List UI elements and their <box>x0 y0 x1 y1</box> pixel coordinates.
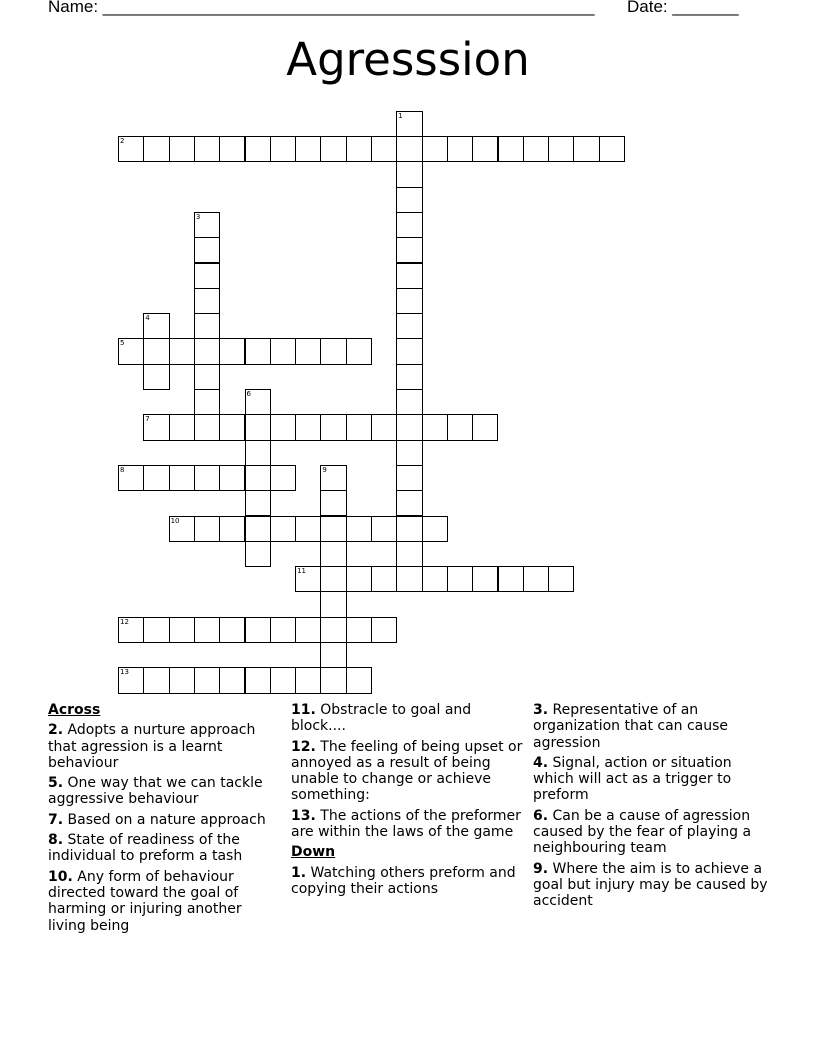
grid-cell[interactable] <box>396 313 422 339</box>
clue-number: 8. <box>48 832 64 849</box>
grid-cell[interactable] <box>295 338 321 364</box>
grid-cell[interactable] <box>498 136 524 162</box>
grid-cell[interactable] <box>573 136 599 162</box>
grid-cell[interactable] <box>472 136 498 162</box>
clue-text: Where the aim is to achieve a goal but injury may be caused by accident <box>533 860 768 910</box>
cell-number: 8 <box>120 465 125 474</box>
grid-cell[interactable] <box>143 313 169 339</box>
grid-cell[interactable] <box>320 490 346 516</box>
grid-cell[interactable] <box>295 516 321 542</box>
clue-across-5 <box>48 775 268 808</box>
grid-cell[interactable] <box>498 566 524 592</box>
grid-cell[interactable] <box>194 288 220 314</box>
clue-down-6 <box>533 808 771 857</box>
clue-down-9 <box>533 861 771 910</box>
grid-cell[interactable] <box>447 414 473 440</box>
grid-cell[interactable] <box>270 617 296 643</box>
grid-cell[interactable] <box>194 389 220 415</box>
grid-cell[interactable] <box>396 414 422 440</box>
grid-cell[interactable] <box>447 566 473 592</box>
grid-cell[interactable] <box>346 516 372 542</box>
grid-cell[interactable] <box>396 111 422 137</box>
grid-cell[interactable] <box>270 465 296 491</box>
cell-number: 6 <box>246 390 251 398</box>
grid-cell[interactable] <box>295 414 321 440</box>
grid-cell[interactable] <box>396 136 422 162</box>
grid-cell[interactable] <box>169 667 195 693</box>
clue-text: Obstracle to goal and block.... <box>291 702 472 735</box>
grid-cell[interactable] <box>295 667 321 693</box>
grid-cell[interactable] <box>270 136 296 162</box>
grid-cell[interactable] <box>194 313 220 339</box>
grid-cell[interactable] <box>169 136 195 162</box>
grid-cell[interactable] <box>422 136 448 162</box>
grid-cell[interactable] <box>548 136 574 162</box>
grid-cell[interactable] <box>295 617 321 643</box>
grid-cell[interactable] <box>169 465 195 491</box>
cell-number: 13 <box>120 668 129 677</box>
grid-cell[interactable] <box>320 566 346 592</box>
grid-cell[interactable] <box>346 667 372 693</box>
grid-cell[interactable] <box>396 516 422 542</box>
grid-cell[interactable] <box>422 516 448 542</box>
clues-column-2 <box>291 702 523 901</box>
grid-cell[interactable] <box>194 414 220 440</box>
grid-cell[interactable] <box>371 414 397 440</box>
clue-number: 10. <box>48 868 73 885</box>
across-heading: Across <box>48 702 101 718</box>
grid-cell[interactable] <box>143 667 169 693</box>
grid-cell[interactable] <box>143 414 169 440</box>
grid-cell[interactable] <box>194 212 220 238</box>
grid-cell[interactable] <box>396 465 422 491</box>
name-field-label: Name: ____________________________________________________ <box>48 0 595 16</box>
date-field-label: Date: _______ <box>627 0 739 16</box>
clue-across-11 <box>291 702 523 735</box>
grid-cell[interactable] <box>396 187 422 213</box>
grid-cell[interactable] <box>320 338 346 364</box>
grid-cell[interactable] <box>118 136 144 162</box>
clue-text: Representative of an organization that can cause agression <box>533 702 729 751</box>
grid-cell[interactable] <box>422 566 448 592</box>
clue-across-7 <box>48 812 268 828</box>
grid-cell[interactable] <box>245 490 271 516</box>
grid-cell[interactable] <box>396 338 422 364</box>
grid-cell[interactable] <box>548 566 574 592</box>
clue-across-12 <box>291 739 523 804</box>
clue-across-8 <box>48 832 268 865</box>
grid-cell[interactable] <box>523 566 549 592</box>
grid-cell[interactable] <box>523 136 549 162</box>
cell-number: 1 <box>398 111 403 120</box>
clue-text: The feeling of being upset or annoyed as a result of being unable to change or achieve something: <box>291 738 523 804</box>
clue-across-2 <box>48 722 268 771</box>
clue-text: Watching others preform and copying their actions <box>291 864 516 897</box>
grid-cell[interactable] <box>396 389 422 415</box>
grid-cell[interactable] <box>194 237 220 263</box>
grid-cell[interactable] <box>472 566 498 592</box>
grid-cell[interactable] <box>245 541 271 567</box>
grid-cell[interactable] <box>219 136 245 162</box>
grid-cell[interactable] <box>169 338 195 364</box>
clues-column-1 <box>48 702 268 938</box>
clue-text: State of readiness of the individual to preform a tash <box>48 832 243 865</box>
clue-number: 1. <box>291 864 307 881</box>
grid-cell[interactable] <box>320 541 346 567</box>
cell-number: 12 <box>120 617 129 626</box>
grid-cell[interactable] <box>396 490 422 516</box>
clue-number: 3. <box>533 702 549 718</box>
grid-cell[interactable] <box>396 440 422 466</box>
grid-cell[interactable] <box>194 516 220 542</box>
clue-text: Can be a cause of agression caused by the fear of playing a neighbouring team <box>533 807 752 857</box>
clue-number: 12. <box>291 738 316 755</box>
grid-cell[interactable] <box>118 338 144 364</box>
grid-cell[interactable] <box>245 414 271 440</box>
grid-cell[interactable] <box>396 541 422 567</box>
clue-number: 9. <box>533 860 549 877</box>
grid-cell[interactable] <box>371 136 397 162</box>
grid-cell[interactable] <box>194 465 220 491</box>
clue-across-13 <box>291 808 523 841</box>
grid-cell[interactable] <box>143 617 169 643</box>
cell-number: 5 <box>120 339 125 348</box>
puzzle-title: Agresssion <box>286 33 530 86</box>
grid-cell[interactable] <box>472 414 498 440</box>
grid-cell[interactable] <box>194 364 220 390</box>
grid-cell[interactable] <box>346 617 372 643</box>
clue-number: 11. <box>291 702 316 718</box>
grid-cell[interactable] <box>270 414 296 440</box>
cell-number: 3 <box>195 212 201 221</box>
grid-cell[interactable] <box>396 237 422 263</box>
grid-cell[interactable] <box>118 617 144 643</box>
grid-cell[interactable] <box>371 516 397 542</box>
grid-cell[interactable] <box>245 338 271 364</box>
grid-cell[interactable] <box>143 465 169 491</box>
cell-number: 2 <box>120 137 125 145</box>
grid-cell[interactable] <box>320 414 346 440</box>
grid-cell[interactable] <box>245 136 271 162</box>
clue-down-1 <box>291 865 523 898</box>
clue-number: 7. <box>48 811 64 828</box>
grid-cell[interactable] <box>371 617 397 643</box>
clue-down-3 <box>533 702 771 751</box>
grid-cell[interactable] <box>194 617 220 643</box>
grid-cell[interactable] <box>219 338 245 364</box>
clue-text: Adopts a nurture approach that agression is a learnt behaviour <box>48 722 256 771</box>
grid-cell[interactable] <box>396 566 422 592</box>
grid-cell[interactable] <box>194 338 220 364</box>
grid-cell[interactable] <box>219 667 245 693</box>
grid-cell[interactable] <box>320 136 346 162</box>
cell-number: 4 <box>145 314 150 323</box>
grid-cell[interactable] <box>143 136 169 162</box>
clue-text: One way that we can tackle aggressive behaviour <box>48 775 263 808</box>
grid-cell[interactable] <box>346 338 372 364</box>
grid-cell[interactable] <box>194 263 220 289</box>
grid-cell[interactable] <box>245 465 271 491</box>
cell-number: 11 <box>297 567 307 576</box>
grid-cell[interactable] <box>169 516 195 542</box>
grid-cell[interactable] <box>320 617 346 643</box>
grid-cell[interactable] <box>270 667 296 693</box>
grid-cell[interactable] <box>219 516 245 542</box>
grid-cell[interactable] <box>422 414 448 440</box>
clue-text: Signal, action or situation which will act as a trigger to preform <box>533 754 732 804</box>
grid-cell[interactable] <box>346 414 372 440</box>
cell-number: 10 <box>170 516 180 525</box>
grid-cell[interactable] <box>245 667 271 693</box>
cell-number: 7 <box>145 415 150 424</box>
down-heading: Down <box>291 844 336 861</box>
grid-cell[interactable] <box>295 136 321 162</box>
grid-cell[interactable] <box>320 516 346 542</box>
grid-cell[interactable] <box>219 465 245 491</box>
clues-column-3 <box>533 702 771 914</box>
clue-number: 4. <box>533 754 549 771</box>
grid-cell[interactable] <box>320 667 346 693</box>
grid-cell[interactable] <box>245 440 271 466</box>
grid-cell[interactable] <box>320 642 346 668</box>
clue-number: 5. <box>48 775 64 792</box>
grid-cell[interactable] <box>396 364 422 390</box>
grid-cell[interactable] <box>396 288 422 314</box>
clue-text: The actions of the preformer are within the laws of the game <box>291 807 521 841</box>
clue-text: Based on a nature approach <box>67 811 266 828</box>
grid-cell[interactable] <box>143 364 169 390</box>
grid-cell[interactable] <box>118 667 144 693</box>
grid-cell[interactable] <box>346 566 372 592</box>
clue-down-4 <box>533 755 771 804</box>
grid-cell[interactable] <box>169 617 195 643</box>
grid-cell[interactable] <box>270 516 296 542</box>
clue-number: 2. <box>48 722 64 739</box>
grid-cell[interactable] <box>143 338 169 364</box>
grid-cell[interactable] <box>396 263 422 289</box>
grid-cell[interactable] <box>194 667 220 693</box>
clue-text: Any form of behaviour directed toward the goal of harming or injuring another living being <box>48 868 242 934</box>
clue-number: 6. <box>533 807 549 824</box>
grid-cell[interactable] <box>346 136 372 162</box>
clue-across-10 <box>48 869 268 934</box>
grid-cell[interactable] <box>295 566 321 592</box>
grid-cell[interactable] <box>118 465 144 491</box>
grid-cell[interactable] <box>320 591 346 617</box>
clue-number: 13. <box>291 807 316 824</box>
grid-cell[interactable] <box>396 212 422 238</box>
grid-cell[interactable] <box>219 414 245 440</box>
cell-number: 9 <box>322 465 327 474</box>
grid-cell[interactable] <box>245 389 271 415</box>
grid-cell[interactable] <box>194 136 220 162</box>
grid-cell[interactable] <box>245 617 271 643</box>
grid-cell[interactable] <box>447 136 473 162</box>
grid-cell[interactable] <box>270 338 296 364</box>
grid-cell[interactable] <box>371 566 397 592</box>
grid-cell[interactable] <box>169 414 195 440</box>
grid-cell[interactable] <box>219 617 245 643</box>
grid-cell[interactable] <box>245 516 271 542</box>
grid-cell[interactable] <box>320 465 346 491</box>
grid-cell[interactable] <box>599 136 625 162</box>
grid-cell[interactable] <box>396 161 422 187</box>
